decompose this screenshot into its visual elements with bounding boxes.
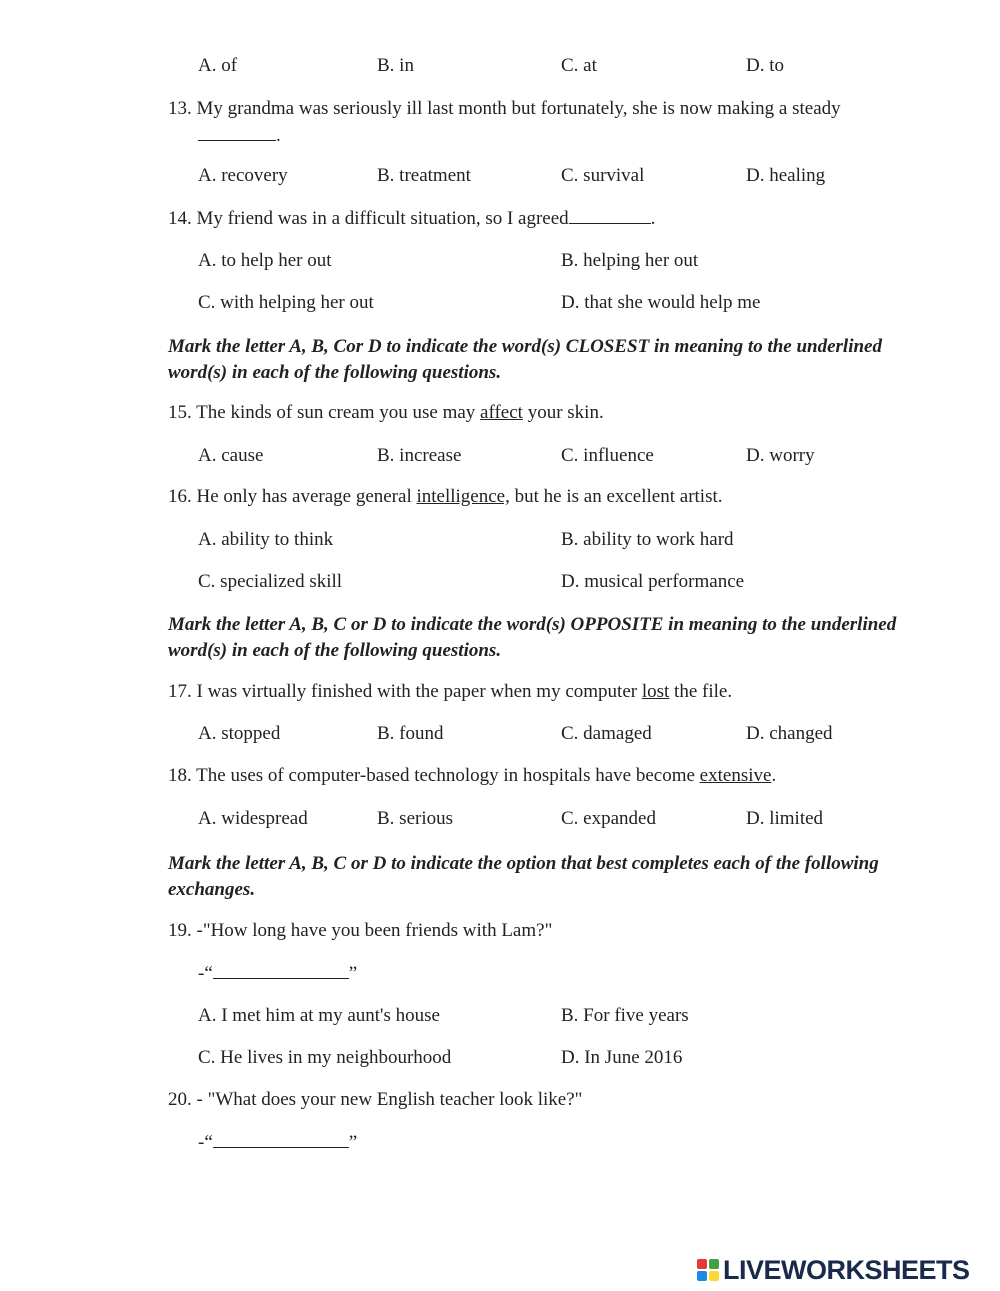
q19-question: 19. -"How long have you been friends with Lam?": [168, 920, 553, 941]
q14-option-d: D. that she would help me: [561, 292, 761, 313]
q19-reply-close: ”: [348, 963, 358, 984]
logo-block-blue: [697, 1271, 707, 1281]
q12-option-a: A. of: [198, 55, 238, 76]
instruction-opposite-line2: word(s) in each of the following questions.: [168, 640, 502, 661]
q16-text-after: but he is an excellent artist.: [509, 486, 723, 507]
q14-text: 14. My friend was in a difficult situation, so I agreed: [168, 208, 569, 229]
instruction-opposite-line1: Mark the letter A, B, C or D to indicate the word(s) OPPOSITE in meaning to the underlined: [168, 614, 897, 635]
q17-text-after: the file.: [669, 681, 733, 702]
instruction-closest-line1: Mark the letter A, B, Cor D to indicate the word(s) CLOSEST in meaning to the underlined: [168, 336, 882, 357]
q17-option-b: B. found: [377, 723, 444, 744]
q16-option-c: C. specialized skill: [198, 571, 343, 592]
instruction-closest-line2: word(s) in each of the following questions.: [168, 362, 502, 383]
logo-block-green: [709, 1259, 719, 1269]
q19-reply-open: -“: [198, 963, 213, 984]
q16-text-before: 16. He only has average general: [168, 486, 417, 507]
logo-block-yellow: [709, 1271, 719, 1281]
q20-reply-close: ”: [348, 1132, 358, 1153]
q14-option-a: A. to help her out: [198, 250, 332, 271]
q15-text-after: your skin.: [522, 402, 604, 423]
q15-question: [168, 402, 604, 424]
q20-reply: [198, 1131, 357, 1154]
logo-blocks-icon: [697, 1259, 719, 1281]
q17-option-c: C. damaged: [561, 723, 652, 744]
q12-option-c: C. at: [561, 55, 597, 76]
q17-text-before: 17. I was virtually finished with the paper when my computer: [168, 681, 642, 702]
q13-option-a: A. recovery: [198, 165, 288, 186]
q19-option-d: D. In June 2016: [561, 1047, 683, 1068]
q15-option-c: C. influence: [561, 445, 654, 466]
q19-option-a: A. I met him at my aunt's house: [198, 1005, 440, 1026]
q18-text-before: 18. The uses of computer-based technology in hospitals have become: [168, 765, 700, 786]
q18-question: [168, 765, 776, 787]
q19-option-c: C. He lives in my neighbourhood: [198, 1047, 452, 1068]
logo-text: LIVEWORKSHEETS: [723, 1254, 970, 1285]
q14-end: .: [650, 208, 656, 229]
q13-option-d: D. healing: [746, 165, 826, 186]
q18-underlined-word: extensive: [699, 765, 772, 786]
q18-option-a: A. widespread: [198, 808, 308, 829]
q15-text-before: 15. The kinds of sun cream you use may: [168, 402, 481, 423]
q13-end: .: [276, 125, 281, 146]
q20-question: 20. - "What does your new English teacher look like?": [168, 1089, 583, 1110]
q15-option-d: D. worry: [746, 445, 815, 466]
q18-option-d: D. limited: [746, 808, 824, 829]
q13-question: 13. My grandma was seriously ill last month but fortunately, she is now making a steady: [168, 98, 841, 119]
q14-option-b: B. helping her out: [561, 250, 699, 271]
instruction-exchanges-line2: exchanges.: [168, 879, 256, 900]
q20-reply-open: -“: [198, 1132, 213, 1153]
q16-question: [168, 486, 723, 508]
liveworksheets-logo: [697, 1254, 970, 1286]
q13-option-b: B. treatment: [377, 165, 471, 186]
q13-blank[interactable]: [198, 124, 276, 141]
q16-option-b: B. ability to work hard: [561, 529, 734, 550]
instruction-exchanges-line1: Mark the letter A, B, C or D to indicate the option that best completes each of the following: [168, 853, 879, 874]
q14-question: [168, 207, 655, 230]
q14-blank[interactable]: [569, 207, 651, 224]
q18-option-b: B. serious: [377, 808, 453, 829]
q12-option-b: B. in: [377, 55, 414, 76]
q17-question: [168, 681, 732, 703]
q17-option-a: A. stopped: [198, 723, 281, 744]
q20-blank[interactable]: [213, 1131, 349, 1148]
q16-option-d: D. musical performance: [561, 571, 745, 592]
q15-option-a: A. cause: [198, 445, 264, 466]
q13-answer-line: [198, 124, 281, 147]
q17-underlined-word: lost: [641, 681, 670, 702]
q16-underlined-word: intelligence,: [416, 486, 510, 507]
q19-option-b: B. For five years: [561, 1005, 689, 1026]
q17-option-d: D. changed: [746, 723, 833, 744]
q14-option-c: C. with helping her out: [198, 292, 374, 313]
q19-blank[interactable]: [213, 962, 349, 979]
q19-reply: [198, 962, 357, 985]
q15-option-b: B. increase: [377, 445, 462, 466]
q13-option-c: C. survival: [561, 165, 645, 186]
logo-block-red: [697, 1259, 707, 1269]
q18-text-after: .: [771, 765, 777, 786]
q15-underlined-word: affect: [480, 402, 523, 423]
q16-option-a: A. ability to think: [198, 529, 334, 550]
q18-option-c: C. expanded: [561, 808, 656, 829]
q12-option-d: D. to: [746, 55, 784, 76]
